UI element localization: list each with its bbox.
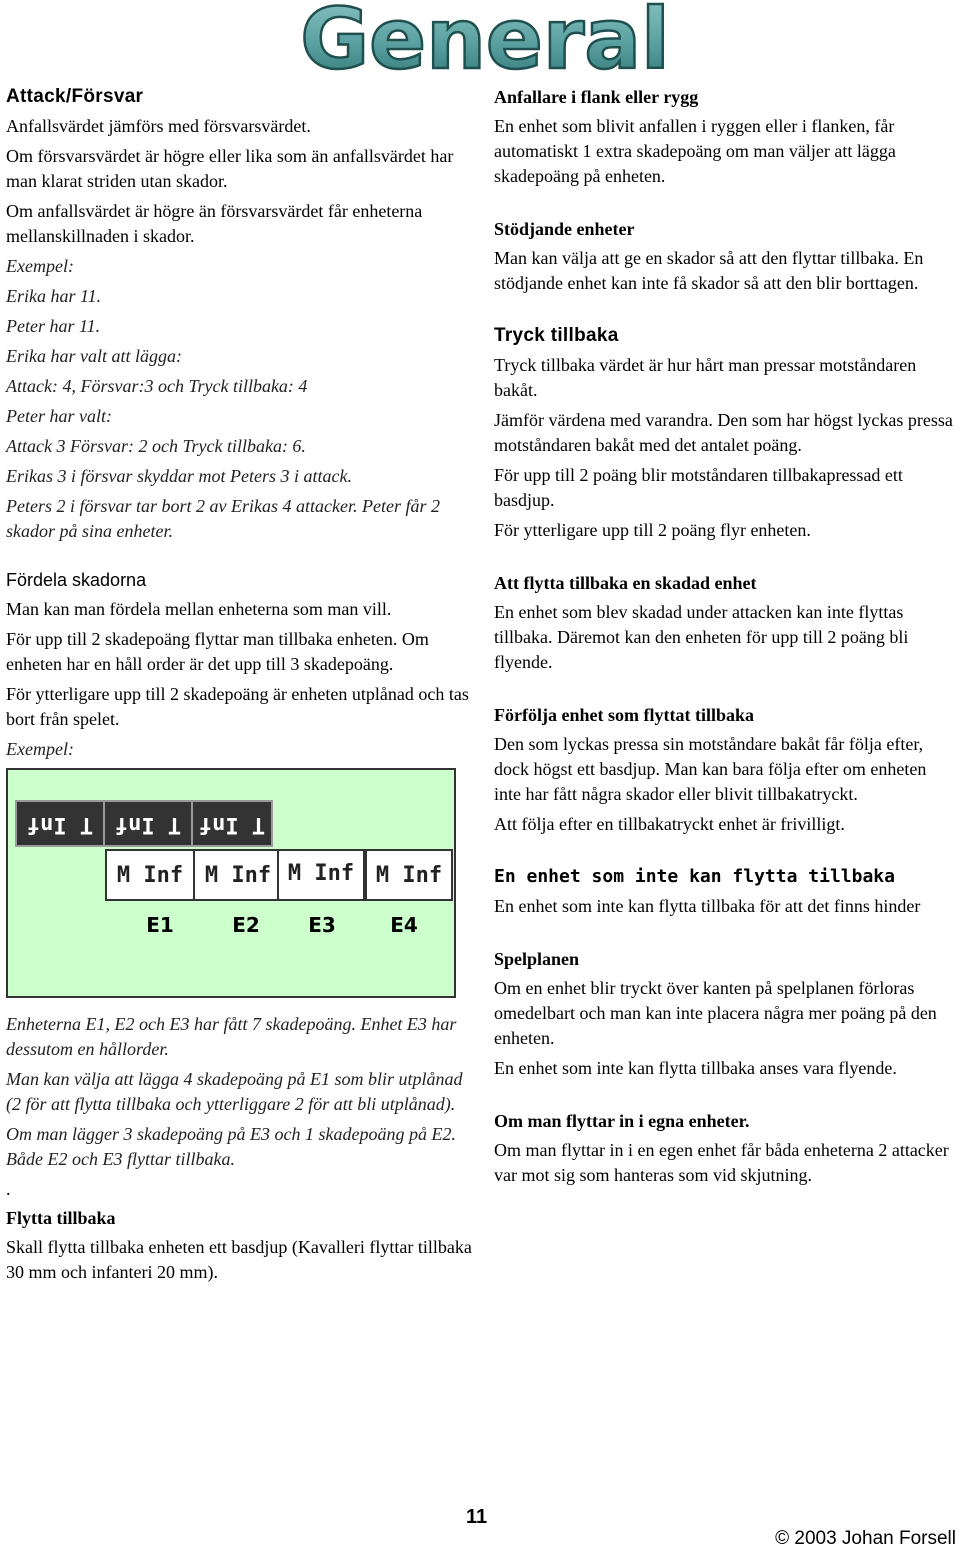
support-heading: Stödjande enheter: [494, 219, 635, 239]
example-line: Peter har 11.: [6, 316, 101, 336]
pursue-heading: Förfölja enhet som flyttat tillbaka: [494, 705, 754, 725]
left-column: [6, 86, 476, 1290]
board-para: En enhet som inte kan flytta tillbaka anses vara flyende.: [494, 1058, 897, 1078]
copyright: © 2003 Johan Forsell: [775, 1528, 956, 1549]
page-number: 11: [466, 1506, 488, 1528]
own-unit: [194, 850, 282, 900]
svg-text:M Inf: M Inf: [204, 863, 272, 888]
example-line: Erika har 11.: [6, 286, 102, 306]
board-para: Om en enhet blir tryckt över kanten på spelplanen förloras omedelbart och man kan inte placera några mer poäng på den enheten.: [494, 978, 937, 1048]
attack-para: Om försvarsvärdet är högre eller lika som än anfallsvärdet har man klarat striden utan skador.: [6, 146, 454, 191]
retreat-heading: Flytta tillbaka: [6, 1208, 116, 1228]
damaged-para: En enhet som blev skadad under attacken kan inte flyttas tillbaka. Däremot kan den enheten för upp till 2 poäng bli flyende.: [494, 602, 909, 672]
svg-text:T Inf: T Inf: [114, 812, 182, 837]
board-heading: Spelplanen: [494, 949, 580, 969]
own-unit: [366, 850, 452, 900]
push-para: Tryck tillbaka värdet är hur hårt man pressar motståndaren bakåt.: [494, 355, 917, 400]
attack-heading: Attack/Försvar: [6, 86, 144, 107]
enemy-unit: [16, 801, 104, 846]
own-unit: [106, 850, 194, 900]
retreat-para: Skall flytta tillbaka enheten ett basdjup (Kavalleri flyttar tillbaka 30 mm och infanteri 20 mm).: [6, 1237, 472, 1282]
diagram-note: .: [6, 1179, 11, 1199]
example-line: Peter har valt:: [6, 406, 112, 426]
svg-text:T Inf: T Inf: [26, 812, 94, 837]
example-line: Erikas 3 i försvar skyddar mot Peters 3 i attack.: [6, 466, 352, 486]
unit-label-e2: E2: [232, 913, 260, 937]
svg-text:M Inf: M Inf: [287, 861, 355, 886]
flank-para: En enhet som blivit anfallen i ryggen eller i flanken, får automatiskt 1 extra skadepoäng om man väljer att lägga skadepoäng på enheten.: [494, 116, 896, 186]
diagram-note: Enheterna E1, E2 och E3 har fått 7 skadepoäng. Enhet E3 har dessutom en hållorder.: [6, 1014, 457, 1059]
push-para: För ytterligare upp till 2 poäng flyr enheten.: [494, 520, 811, 540]
example-line: Attack 3 Försvar: 2 och Tryck tillbaka: 6.: [6, 436, 306, 456]
push-heading: Tryck tillbaka: [494, 325, 619, 346]
attack-para: Anfallsvärdet jämförs med försvarsvärdet.: [6, 116, 311, 136]
attack-para: Om anfallsvärdet är högre än försvarsvärdet får enheterna mellanskillnaden i skador.: [6, 201, 423, 246]
push-para: Jämför värdena med varandra. Den som har högst lyckas pressa motståndaren bakåt med det antalet poäng.: [494, 410, 953, 455]
unit-label-e1: E1: [146, 913, 174, 937]
svg-text:T Inf: T Inf: [198, 812, 266, 837]
unit-label-e4: E4: [390, 913, 418, 937]
example-label: Exempel:: [6, 739, 74, 759]
push-para: För upp till 2 poäng blir motståndaren tillbakapressad ett basdjup.: [494, 465, 903, 510]
example-line: Exempel:: [6, 256, 74, 276]
unit-label-e3: E3: [308, 913, 336, 937]
example-line: Peters 2 i försvar tar bort 2 av Erikas 4 attacker. Peter får 2 skador på sina enheter.: [6, 496, 440, 541]
svg-text:M Inf: M Inf: [116, 863, 184, 888]
svg-text:General: General: [300, 0, 670, 84]
distribute-para: Man kan man fördela mellan enheterna som man vill.: [6, 599, 392, 619]
diagram-note: Man kan välja att lägga 4 skadepoäng på E1 som blir utplånad (2 för att flytta tillbaka och ytterliggare 2 för att bli utplånad).: [6, 1069, 463, 1114]
support-para: Man kan välja att ge en skador så att den flyttar tillbaka. En stödjande enhet kan inte få skador så att den blir borttagen.: [494, 248, 924, 293]
enemy-unit: [192, 801, 272, 846]
example-line: Attack: 4, Försvar:3 och Tryck tillbaka: 4: [6, 376, 308, 396]
svg-text:M Inf: M Inf: [375, 863, 443, 888]
enemy-unit: [104, 801, 192, 846]
pursue-para: Att följa efter en tillbakatryckt enhet är frivilligt.: [494, 814, 845, 834]
example-line: Erika har valt att lägga:: [6, 346, 182, 366]
own-heading: Om man flyttar in i egna enheter.: [494, 1111, 750, 1131]
own-para: Om man flyttar in i en egen enhet får båda enheterna 2 attacker var mot sig som hanteras som vid skjutning.: [494, 1140, 949, 1185]
right-column: [494, 86, 956, 1193]
distribute-heading: Fördela skadorna: [6, 570, 147, 590]
diagram-note: Om man lägger 3 skadepoäng på E3 och 1 skadepoäng på E2. Både E2 och E3 flyttar tillbaka.: [6, 1124, 456, 1169]
damaged-heading: Att flytta tillbaka en skadad enhet: [494, 573, 757, 593]
pursue-para: Den som lyckas pressa sin motståndare bakåt får följa efter, dock högst ett basdjup. Man kan bara följa efter om enheten inte har fått några skador eller blivit tillbakatryckt.: [494, 734, 927, 804]
flank-heading: Anfallare i flank eller rygg: [494, 87, 699, 107]
distribute-para: För ytterligare upp till 2 skadepoäng är enheten utplånad och tas bort från spelet.: [6, 684, 469, 729]
own-unit: [278, 850, 364, 900]
cannot-heading: En enhet som inte kan flytta tillbaka: [494, 866, 895, 887]
page-title: [300, 0, 670, 84]
cannot-para: En enhet som inte kan flytta tillbaka för att det finns hinder: [494, 896, 921, 916]
example-diagram: [6, 768, 456, 998]
distribute-para: För upp till 2 skadepoäng flyttar man tillbaka enheten. Om enheten har en håll order är det upp till 3 skadepoäng.: [6, 629, 429, 674]
